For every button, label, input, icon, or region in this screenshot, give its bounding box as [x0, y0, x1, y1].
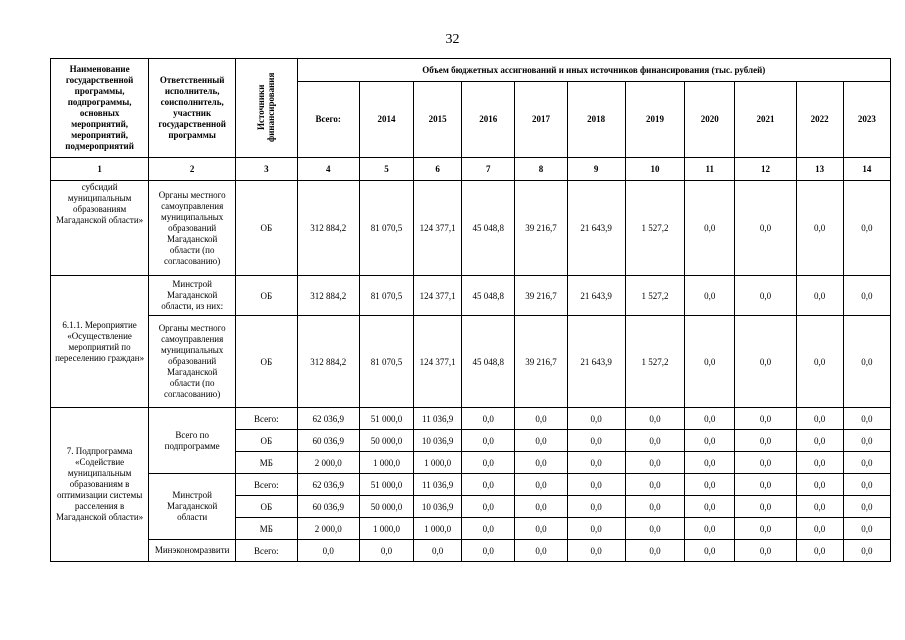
- value-cell: 45 048,8: [462, 316, 515, 408]
- executor-cell: Минстрой Магаданской области: [149, 474, 236, 540]
- value-cell: 0,0: [625, 496, 684, 518]
- budget-table: [50, 58, 891, 562]
- source-cell: ОБ: [236, 276, 297, 316]
- value-cell: 45 048,8: [462, 276, 515, 316]
- column-number: 1: [51, 158, 149, 181]
- source-cell: Всего:: [236, 474, 297, 496]
- value-cell: 0,0: [625, 540, 684, 562]
- column-number: 6: [414, 158, 462, 181]
- source-cell: Всего:: [236, 540, 297, 562]
- value-cell: 1 000,0: [359, 452, 413, 474]
- source-cell: ОБ: [236, 181, 297, 276]
- source-cell: ОБ: [236, 496, 297, 518]
- value-cell: 0,0: [843, 496, 890, 518]
- year-header: 2019: [625, 82, 684, 158]
- value-cell: 60 036,9: [297, 430, 359, 452]
- year-header: 2016: [462, 82, 515, 158]
- value-cell: 0,0: [462, 496, 515, 518]
- value-cell: 62 036,9: [297, 474, 359, 496]
- value-cell: 0,0: [796, 452, 843, 474]
- header-volume: Объем бюджетных ассигнований и иных источников финансирования (тыс. рублей): [297, 59, 891, 82]
- value-cell: 0,0: [515, 474, 567, 496]
- value-cell: 0,0: [515, 408, 567, 430]
- value-cell: 0,0: [515, 430, 567, 452]
- value-cell: 0,0: [735, 452, 796, 474]
- value-cell: 10 036,9: [414, 430, 462, 452]
- value-cell: 0,0: [625, 518, 684, 540]
- value-cell: 0,0: [685, 496, 735, 518]
- value-cell: 0,0: [685, 316, 735, 408]
- value-cell: 81 070,5: [359, 316, 413, 408]
- year-header: 2023: [843, 82, 890, 158]
- value-cell: 312 884,2: [297, 276, 359, 316]
- value-cell: 39 216,7: [515, 276, 567, 316]
- year-header: 2020: [685, 82, 735, 158]
- value-cell: 0,0: [843, 540, 890, 562]
- value-cell: 0,0: [625, 474, 684, 496]
- executor-cell: Минэкономразвити: [149, 540, 236, 562]
- value-cell: 124 377,1: [414, 316, 462, 408]
- value-cell: 0,0: [796, 276, 843, 316]
- value-cell: 0,0: [843, 408, 890, 430]
- value-cell: 0,0: [414, 540, 462, 562]
- column-number: 3: [236, 158, 297, 181]
- value-cell: 0,0: [625, 452, 684, 474]
- source-cell: МБ: [236, 518, 297, 540]
- value-cell: 0,0: [735, 181, 796, 276]
- page-number: 32: [445, 32, 460, 47]
- column-number: 7: [462, 158, 515, 181]
- value-cell: 21 643,9: [567, 181, 625, 276]
- year-header: 2015: [414, 82, 462, 158]
- value-cell: 11 036,9: [414, 408, 462, 430]
- value-cell: 0,0: [567, 408, 625, 430]
- value-cell: 0,0: [515, 452, 567, 474]
- value-cell: 0,0: [625, 408, 684, 430]
- value-cell: 51 000,0: [359, 408, 413, 430]
- value-cell: 0,0: [515, 540, 567, 562]
- value-cell: 0,0: [515, 496, 567, 518]
- value-cell: 0,0: [567, 518, 625, 540]
- value-cell: 0,0: [359, 540, 413, 562]
- value-cell: 1 527,2: [625, 181, 684, 276]
- value-cell: 0,0: [843, 430, 890, 452]
- value-cell: 1 527,2: [625, 316, 684, 408]
- value-cell: 50 000,0: [359, 496, 413, 518]
- executor-cell: Органы местного самоуправления муниципальных образований Магаданской области (по согласованию): [149, 316, 236, 408]
- value-cell: 51 000,0: [359, 474, 413, 496]
- value-cell: 50 000,0: [359, 430, 413, 452]
- value-cell: 0,0: [796, 181, 843, 276]
- value-cell: 0,0: [567, 474, 625, 496]
- value-cell: 0,0: [735, 518, 796, 540]
- value-cell: 0,0: [796, 316, 843, 408]
- value-cell: 45 048,8: [462, 181, 515, 276]
- measure-name-cell: 6.1.1. Мероприятие «Осуществление мероприятий по переселению граждан»: [51, 276, 149, 408]
- value-cell: 0,0: [685, 518, 735, 540]
- value-cell: 0,0: [685, 430, 735, 452]
- value-cell: 1 527,2: [625, 276, 684, 316]
- value-cell: 0,0: [735, 540, 796, 562]
- value-cell: 0,0: [685, 276, 735, 316]
- value-cell: 2 000,0: [297, 452, 359, 474]
- header-source: Источники финансирования: [256, 72, 277, 142]
- value-cell: 39 216,7: [515, 316, 567, 408]
- value-cell: 0,0: [843, 518, 890, 540]
- value-cell: 21 643,9: [567, 276, 625, 316]
- value-cell: 1 000,0: [414, 518, 462, 540]
- value-cell: 0,0: [685, 540, 735, 562]
- value-cell: 0,0: [462, 474, 515, 496]
- column-number: 5: [359, 158, 413, 181]
- value-cell: 0,0: [796, 474, 843, 496]
- column-number: 4: [297, 158, 359, 181]
- executor-cell: Всего по подпрограмме: [149, 408, 236, 474]
- value-cell: 0,0: [843, 316, 890, 408]
- value-cell: 0,0: [462, 518, 515, 540]
- value-cell: 81 070,5: [359, 276, 413, 316]
- value-cell: 0,0: [843, 181, 890, 276]
- value-cell: 124 377,1: [414, 276, 462, 316]
- value-cell: 0,0: [796, 496, 843, 518]
- value-cell: 62 036,9: [297, 408, 359, 430]
- year-header: 2021: [735, 82, 796, 158]
- header-executor: Ответственный исполнитель, соисполнитель, участник государственной программы: [149, 59, 236, 158]
- value-cell: 0,0: [843, 276, 890, 316]
- executor-cell: Минстрой Магаданской области, из них:: [149, 276, 236, 316]
- program-name-cell: субсидий муниципальным образованиям Магаданской области»: [51, 181, 149, 276]
- value-cell: 0,0: [685, 452, 735, 474]
- value-cell: 0,0: [735, 474, 796, 496]
- source-cell: ОБ: [236, 316, 297, 408]
- value-cell: 0,0: [567, 496, 625, 518]
- column-number: 13: [796, 158, 843, 181]
- value-cell: 0,0: [685, 181, 735, 276]
- value-cell: 0,0: [843, 452, 890, 474]
- value-cell: 0,0: [567, 540, 625, 562]
- value-cell: 0,0: [796, 540, 843, 562]
- column-number: 9: [567, 158, 625, 181]
- year-header: 2014: [359, 82, 413, 158]
- value-cell: 10 036,9: [414, 496, 462, 518]
- value-cell: 39 216,7: [515, 181, 567, 276]
- column-number: 8: [515, 158, 567, 181]
- value-cell: 0,0: [462, 452, 515, 474]
- value-cell: 0,0: [462, 540, 515, 562]
- value-cell: 1 000,0: [359, 518, 413, 540]
- value-cell: 0,0: [462, 430, 515, 452]
- header-source-cell: [236, 59, 297, 158]
- value-cell: 0,0: [685, 408, 735, 430]
- column-number: 12: [735, 158, 796, 181]
- value-cell: 0,0: [843, 474, 890, 496]
- value-cell: 312 884,2: [297, 181, 359, 276]
- source-cell: Всего:: [236, 408, 297, 430]
- value-cell: 2 000,0: [297, 518, 359, 540]
- value-cell: 0,0: [685, 474, 735, 496]
- value-cell: 0,0: [515, 518, 567, 540]
- value-cell: 0,0: [735, 408, 796, 430]
- value-cell: 0,0: [567, 452, 625, 474]
- value-cell: 0,0: [796, 518, 843, 540]
- value-cell: 0,0: [735, 496, 796, 518]
- year-header: 2017: [515, 82, 567, 158]
- column-number: 11: [685, 158, 735, 181]
- value-cell: 312 884,2: [297, 316, 359, 408]
- column-number: 2: [149, 158, 236, 181]
- source-cell: ОБ: [236, 430, 297, 452]
- value-cell: 21 643,9: [567, 316, 625, 408]
- value-cell: 124 377,1: [414, 181, 462, 276]
- value-cell: 81 070,5: [359, 181, 413, 276]
- value-cell: 11 036,9: [414, 474, 462, 496]
- year-header: 2018: [567, 82, 625, 158]
- source-cell: МБ: [236, 452, 297, 474]
- year-header: 2022: [796, 82, 843, 158]
- year-header: Всего:: [297, 82, 359, 158]
- value-cell: 0,0: [462, 408, 515, 430]
- value-cell: 0,0: [567, 430, 625, 452]
- value-cell: 0,0: [625, 430, 684, 452]
- subprogram-name-cell: 7. Подпрограмма «Содействие муниципальным образованиям в оптимизации системы расселения в Магаданской области»: [51, 408, 149, 562]
- executor-cell: Органы местного самоуправления муниципальных образований Магаданской области (по согласованию): [149, 181, 236, 276]
- value-cell: 0,0: [735, 430, 796, 452]
- column-number: 10: [625, 158, 684, 181]
- column-number: 14: [843, 158, 890, 181]
- value-cell: 0,0: [735, 276, 796, 316]
- value-cell: 0,0: [796, 408, 843, 430]
- value-cell: 0,0: [796, 430, 843, 452]
- value-cell: 0,0: [297, 540, 359, 562]
- value-cell: 60 036,9: [297, 496, 359, 518]
- header-name: Наименование государственной программы, подпрограммы, основных мероприятий, мероприятий, подмероприятий: [51, 59, 149, 158]
- value-cell: 1 000,0: [414, 452, 462, 474]
- value-cell: 0,0: [735, 316, 796, 408]
